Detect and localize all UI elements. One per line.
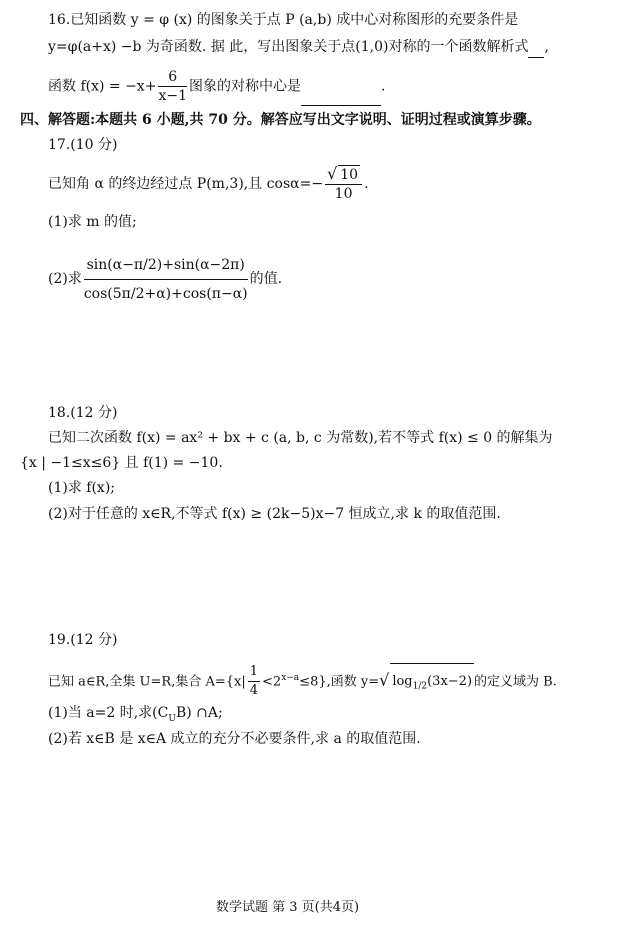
q19-log: log <box>392 674 413 690</box>
page-footer: 数学试题 第 3 页(共4页) <box>216 900 360 915</box>
q17-sqrt-arg: 10 <box>340 167 359 183</box>
q18-stem1: 已知二次函数 f(x) = ax² + bx + c (a, b, c 为常数),若不等式 f(x) ≤ 0 的解集为 <box>48 430 553 446</box>
q19-quarter-num: 1 <box>248 663 260 682</box>
q17-stem-end: . <box>364 176 369 192</box>
q19-exp: x−a <box>281 673 300 683</box>
q17-big-fraction <box>84 251 248 308</box>
q19-stem-end: 的定义域为 B. <box>474 674 557 690</box>
q17-part2-label: (2)求 <box>48 271 82 287</box>
answer-blank-2 <box>301 69 381 106</box>
q19-sqrt <box>390 663 474 705</box>
q18-part2: (2)对于任意的 x∈R,不等式 f(x) ≥ (2k−5)x−7 恒成立,求 k 的取值范围. <box>48 506 501 522</box>
q19-log-arg: (3x−2) <box>427 674 473 690</box>
q19-mid: <2 <box>262 674 282 690</box>
q17-den: 10 <box>334 186 353 202</box>
section-heading: 四、解答题:本题共 6 小题,共 70 分。解答应写出文字说明、证明过程或演算步骤。 <box>20 112 541 128</box>
q17-part2 <box>48 244 282 314</box>
q19-quarter-den: 4 <box>249 683 259 699</box>
q19-stem-prefix: 已知 a∈R,全集 U=R,集合 A={x| <box>48 674 246 690</box>
answer-blank-1 <box>528 37 544 58</box>
q19-number: 19.(12 分) <box>48 632 118 648</box>
q17-cos-fraction <box>325 165 362 203</box>
q19-part1-end: B) ∩A; <box>175 705 223 721</box>
q18-stem2: {x | −1≤x≤6} 且 f(1) = −10. <box>20 455 223 471</box>
q17-part1: (1)求 m 的值; <box>48 214 137 230</box>
q17-numerator: sin(α−π/2)+sin(α−2π) <box>84 251 248 280</box>
q16-line2: y=φ(a+x) −b 为奇函数. 据 此，写出图象关于点(1,0)对称的一个函数解析式 , <box>48 37 549 58</box>
q17-part2-end: 的值. <box>249 271 283 287</box>
q16-line3-prefix: 函数 f(x) = −x+ <box>48 78 157 95</box>
q19-log-base: 1/2 <box>412 681 428 692</box>
q16-line3 <box>48 68 385 106</box>
q16-line3-suffix: 图象的对称中心是 <box>189 78 301 95</box>
q17-denominator: cos(5π/2+α)+cos(π−α) <box>83 285 248 302</box>
q16-frac-den: x−1 <box>158 88 187 104</box>
q16-line1: 16.已知函数 y = φ (x) 的图象关于点 P (a,b) 成中心对称图形的充要条件是 <box>48 12 519 28</box>
q18-part1: (1)求 f(x); <box>48 480 115 496</box>
q19-part1-sub: U <box>168 713 176 724</box>
q19-set-end: ≤8},函数 y= <box>299 674 380 690</box>
q19-part1 <box>48 703 223 729</box>
q17-number: 17.(10 分) <box>48 137 118 153</box>
q18-number: 18.(12 分) <box>48 405 118 421</box>
q19-part1-text: (1)当 a=2 时,求(C <box>48 705 169 721</box>
q16-fraction <box>158 68 187 105</box>
q16-line2-text: y=φ(a+x) −b 为奇函数. 据 此，写出图象关于点(1,0)对称的一个函数解析式 <box>48 39 529 55</box>
q16-frac-num: 6 <box>158 68 187 87</box>
q19-quarter <box>248 663 260 700</box>
q17-stem <box>48 164 369 204</box>
q17-stem-prefix: 已知角 α 的终边经过点 P(m,3),且 cosα=− <box>48 176 324 192</box>
q19-part2: (2)若 x∈B 是 x∈A 成立的充分不必要条件,求 a 的取值范围. <box>48 731 421 747</box>
q17-sqrt: √ 10 <box>325 165 362 185</box>
q16-line3-end: . <box>381 78 386 95</box>
q19-stem: 已知 a∈R,全集 U=R,集合 A={x| $\frac{1}{4}$ $<2^{x-a}\le 8$},函数 y=√ $\log_{1/2}(3x-2)$ 的定义域为 B. <box>48 660 557 705</box>
